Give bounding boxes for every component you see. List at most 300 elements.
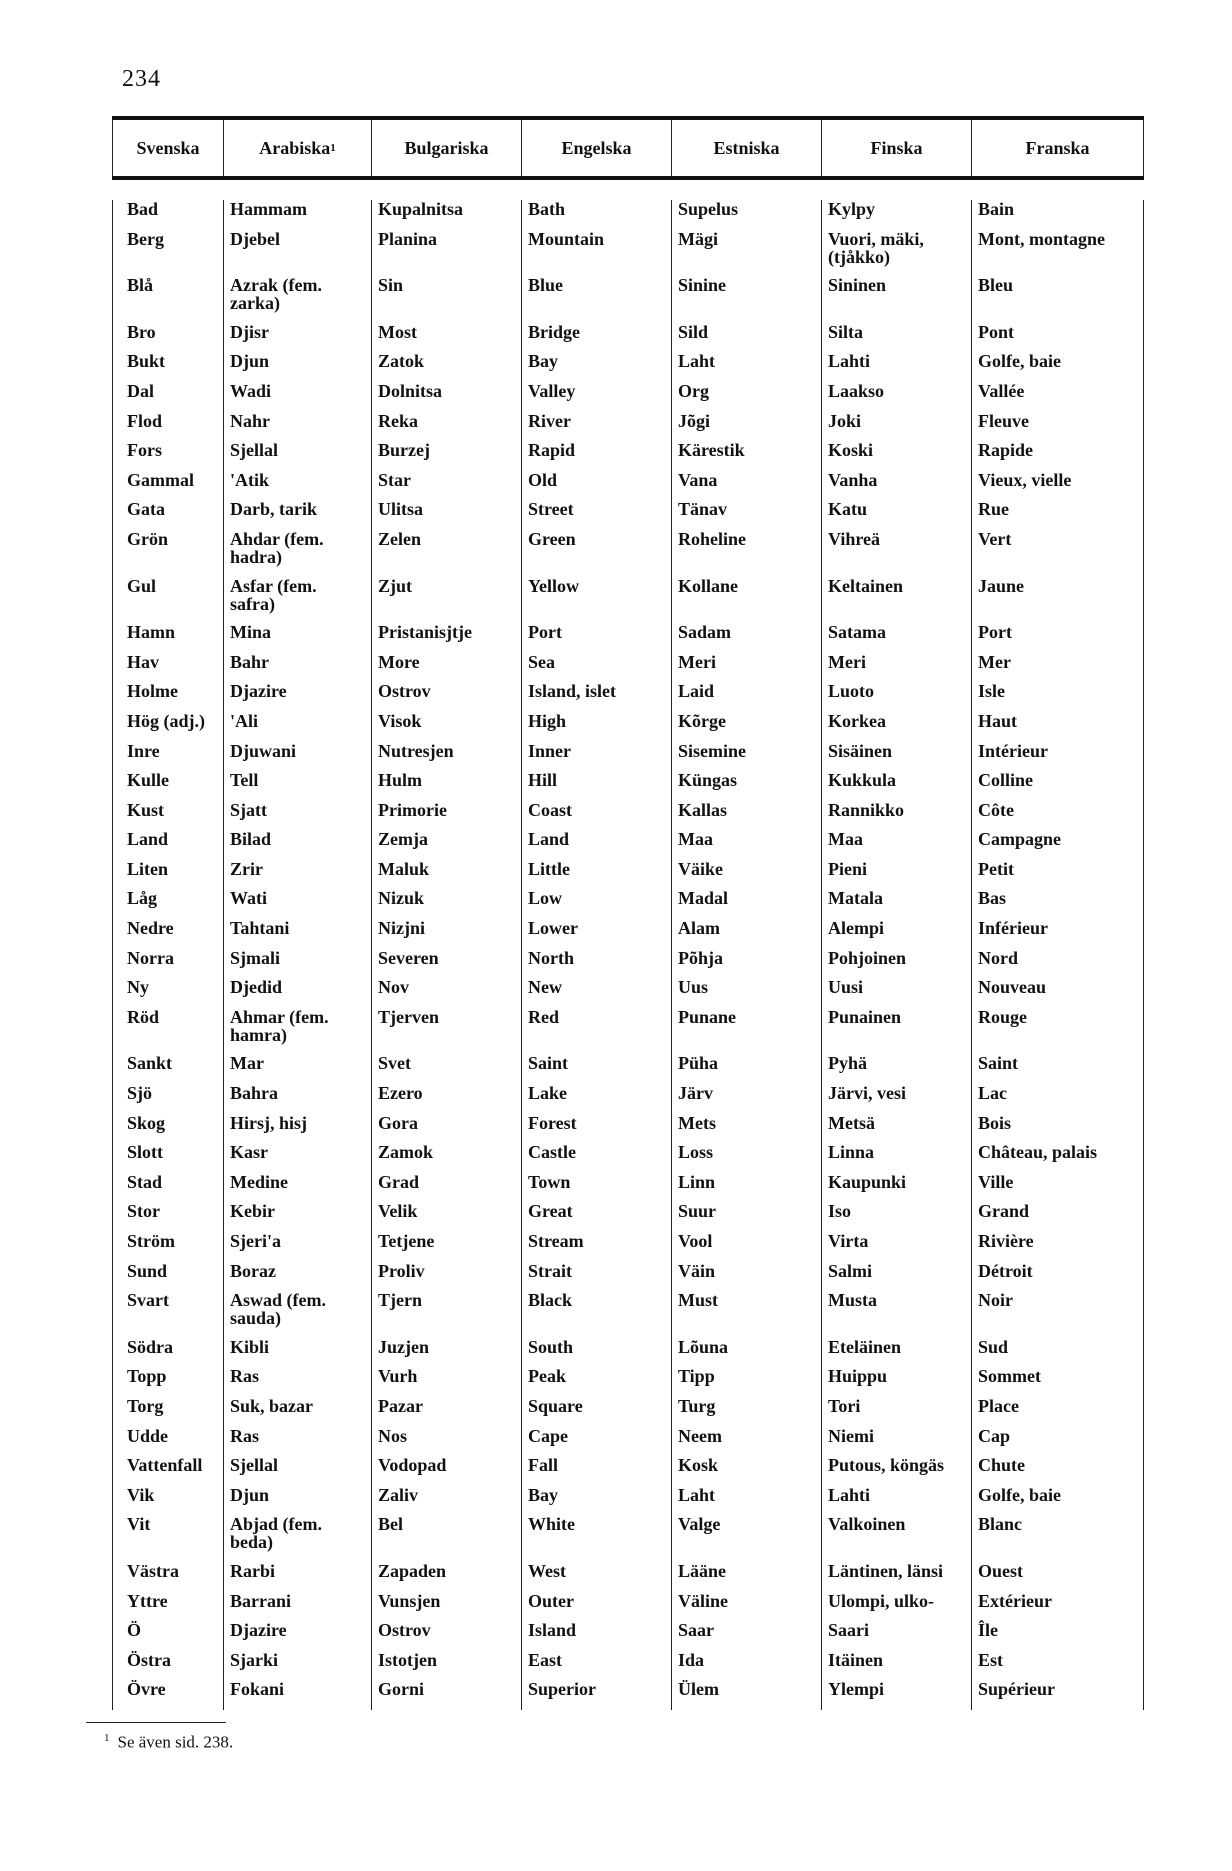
cell-finska: Rannikko [828,799,905,820]
cell-bulgariska: Nov [378,977,409,998]
cell-franska: Vieux, vielle [978,469,1072,490]
cell-estniska: Tipp [678,1366,715,1387]
cell-finska: Saari [828,1620,870,1641]
column-arabiska [224,200,372,1710]
cell-finska: Pieni [828,858,867,879]
cell-engelska: River [528,410,571,431]
cell-engelska: Bay [528,1484,559,1505]
cell-arabiska: Fokani [230,1679,285,1700]
cell-estniska: Uus [678,977,709,998]
cell-finska: Lahti [828,1484,871,1505]
cell-engelska: Little [528,858,570,879]
cell-engelska: West [528,1560,566,1581]
cell-estniska: Ülem [678,1679,719,1700]
cell-bulgariska: Pristanisjtje [378,622,472,643]
cell-arabiska: 'Atik [230,469,270,490]
cell-estniska: Järv [678,1083,713,1104]
cell-franska: Sud [978,1336,1009,1357]
cell-bulgariska: Ulitsa [378,499,423,520]
cell-engelska: Port [528,622,562,643]
cell-engelska: Coast [528,799,572,820]
cell-svenska: Södra [127,1336,174,1357]
cell-engelska: Bay [528,351,559,372]
cell-estniska: Küngas [678,770,738,791]
cell-svenska: Sankt [127,1053,173,1074]
header-bulgariska [372,120,522,176]
cell-engelska: Bath [528,199,566,219]
cell-svenska: Stad [127,1171,163,1192]
cell-finska: Valkoinen [828,1514,906,1535]
cell-svenska: Sjö [127,1083,153,1104]
cell-franska: Vert [978,528,1012,549]
cell-estniska: Sisemine [678,740,747,761]
cell-finska: Meri [828,651,866,672]
cell-svenska: Dal [127,380,154,401]
cell-svenska: Gammal [127,469,194,490]
cell-estniska: Org [678,380,709,401]
cell-arabiska: Djazire [230,1620,287,1641]
column-franska [972,200,1144,1710]
cell-engelska: Hill [528,770,558,791]
cell-svenska: Kulle [127,770,170,791]
cell-svenska: Liten [127,858,169,879]
cell-engelska: Fall [528,1455,558,1476]
cell-finska: Kukkula [828,770,897,791]
cell-franska: Mer [978,651,1011,672]
cell-svenska: Fors [127,440,162,461]
cell-estniska: Mägi [678,228,718,249]
cell-svenska: Vik [127,1484,155,1505]
cell-engelska: Square [528,1395,583,1416]
cell-arabiska: Djuwani [230,740,297,761]
cell-bulgariska: Velik [378,1201,418,1222]
cell-svenska: Ny [127,977,149,998]
cell-estniska: Ida [678,1649,705,1670]
cell-arabiska: Hirsj, hisj [230,1112,308,1133]
cell-arabiska: Bahra [230,1083,279,1104]
cell-finska: Koski [828,440,874,461]
cell-arabiska: Mina [230,622,272,643]
cell-finska: Korkea [828,710,886,731]
cell-engelska: Land [528,829,570,850]
table-body [112,180,1144,1710]
cell-estniska: Madal [678,888,729,909]
cell-estniska: Sinine [678,275,727,296]
cell-bulgariska: Vodopad [378,1455,447,1476]
cell-arabiska: Kasr [230,1142,268,1163]
cell-bulgariska: Reka [378,410,418,431]
cell-finska: Keltainen [828,575,903,596]
cell-bulgariska: Zelen [378,528,421,549]
cell-arabiska: Wati [230,888,268,909]
cell-finska: Vuori, mäki, (tjåkko) [828,228,924,267]
cell-bulgariska: Kupalnitsa [378,199,464,219]
cell-arabiska: Ras [230,1366,260,1387]
cell-franska: Château, palais [978,1142,1098,1163]
cell-engelska: Cape [528,1425,568,1446]
cell-svenska: Kust [127,799,165,820]
cell-arabiska: 'Ali [230,710,259,731]
cell-engelska: Island [528,1620,577,1641]
cell-finska: Kaupunki [828,1171,907,1192]
cell-svenska: Hav [127,651,160,672]
cell-franska: Est [978,1649,1004,1670]
cell-arabiska: Djedid [230,977,283,998]
cell-arabiska: Aswad (fem. sauda) [230,1290,326,1329]
header-label: Engelska [561,137,632,158]
cell-arabiska: Tell [230,770,259,791]
cell-estniska: Laid [678,681,715,702]
cell-franska: Fleuve [978,410,1029,431]
footnote-text: Se även sid. 238. [117,1732,234,1752]
cell-franska: Grand [978,1201,1030,1222]
cell-bulgariska: Zemja [378,829,428,850]
cell-engelska: Strait [528,1260,572,1281]
cell-svenska: Låg [127,888,158,909]
cell-arabiska: Sjatt [230,799,267,820]
cell-bulgariska: Ostrov [378,1620,431,1641]
cell-arabiska: Darb, tarik [230,499,317,520]
cell-estniska: Põhja [678,947,723,968]
cell-engelska: Rapid [528,440,576,461]
column-estniska [672,200,822,1710]
cell-estniska: Roheline [678,528,747,549]
cell-bulgariska: Zamok [378,1142,434,1163]
cell-franska: Supérieur [978,1679,1056,1700]
cell-estniska: Väline [678,1590,729,1611]
header-estniska [672,120,822,176]
cell-bulgariska: Vurh [378,1366,418,1387]
cell-engelska: Yellow [528,575,579,596]
cell-arabiska: Ras [230,1425,260,1446]
cell-franska: Ouest [978,1560,1023,1581]
cell-estniska: Turg [678,1395,716,1416]
cell-franska: Jaune [978,575,1025,596]
cell-estniska: Valge [678,1514,721,1535]
cell-bulgariska: Zjut [378,575,413,596]
cell-bulgariska: Severen [378,947,439,968]
cell-franska: Isle [978,681,1005,702]
cell-bulgariska: Tjerven [378,1006,439,1027]
cell-finska: Sisäinen [828,740,893,761]
cell-estniska: Linn [678,1171,716,1192]
cell-svenska: Inre [127,740,160,761]
cell-franska: Bleu [978,275,1014,296]
cell-franska: Blanc [978,1514,1023,1535]
cell-finska: Niemi [828,1425,874,1446]
cell-engelska: Street [528,499,574,520]
cell-arabiska: Sjarki [230,1649,279,1670]
cell-estniska: Lõuna [678,1336,729,1357]
cell-franska: Île [978,1620,998,1641]
cell-finska: Alempi [828,918,884,939]
cell-arabiska: Hammam [230,199,307,219]
cell-engelska: North [528,947,574,968]
cell-franska: Bas [978,888,1007,909]
cell-arabiska: Boraz [230,1260,276,1281]
cell-franska: Port [978,622,1012,643]
cell-bulgariska: Nos [378,1425,408,1446]
cell-franska: Bois [978,1112,1012,1133]
cell-bulgariska: Gorni [378,1679,425,1700]
footnote-divider [86,1722,226,1723]
cell-svenska: Vit [127,1514,151,1535]
cell-engelska: Sea [528,651,555,672]
cell-engelska: Blue [528,275,564,296]
cell-finska: Lahti [828,351,871,372]
cell-svenska: Berg [127,228,164,249]
cell-engelska: Mountain [528,228,605,249]
cell-svenska: Grön [127,528,169,549]
cell-franska: Lac [978,1083,1007,1104]
cell-franska: Ville [978,1171,1014,1192]
cell-engelska: Green [528,528,576,549]
cell-estniska: Punane [678,1006,737,1027]
cell-arabiska: Djun [230,1484,270,1505]
cell-finska: Linna [828,1142,875,1163]
cell-franska: Chute [978,1455,1026,1476]
cell-arabiska: Kibli [230,1336,270,1357]
cell-finska: Katu [828,499,868,520]
cell-estniska: Kärestik [678,440,745,461]
cell-svenska: Nedre [127,918,174,939]
cell-estniska: Vana [678,469,718,490]
cell-finska: Kylpy [828,199,876,219]
cell-svenska: Bad [127,199,159,219]
cell-engelska: Peak [528,1366,566,1387]
cell-svenska: Bukt [127,351,166,372]
cell-arabiska: Sjellal [230,440,278,461]
cell-finska: Matala [828,888,883,909]
cell-svenska: Ström [127,1231,175,1251]
cell-bulgariska: Maluk [378,858,430,879]
cell-finska: Vanha [828,469,878,490]
cell-svenska: Östra [127,1649,171,1670]
cell-arabiska: Djun [230,351,270,372]
cell-finska: Sininen [828,275,887,296]
cell-arabiska: Mar [230,1053,264,1074]
cell-bulgariska: Gora [378,1112,418,1133]
cell-svenska: Sund [127,1260,168,1281]
cell-franska: Mont, montagne [978,228,1105,249]
cell-arabiska: Rarbi [230,1560,275,1581]
cell-finska: Musta [828,1290,877,1311]
cell-arabiska: Sjellal [230,1455,278,1476]
cell-finska: Tori [828,1395,861,1416]
cell-estniska: Kollane [678,575,739,596]
cell-svenska: Torg [127,1395,164,1416]
cell-bulgariska: Nizuk [378,888,425,909]
cell-finska: Huippu [828,1366,888,1387]
cell-finska: Vihreä [828,528,880,549]
cell-bulgariska: Vunsjen [378,1590,441,1611]
cell-estniska: Kallas [678,799,728,820]
cell-engelska: Outer [528,1590,574,1611]
cell-svenska: Ö [127,1620,142,1641]
cell-franska: Côte [978,799,1014,820]
cell-engelska: Low [528,888,563,909]
cell-engelska: Inner [528,740,572,761]
cell-finska: Silta [828,321,864,342]
cell-franska: Rouge [978,1006,1027,1027]
cell-franska: Colline [978,770,1034,791]
cell-estniska: Saar [678,1620,714,1641]
cell-franska: Sommet [978,1366,1041,1387]
cell-arabiska: Wadi [230,380,272,401]
cell-estniska: Väin [678,1260,716,1281]
cell-svenska: Skog [127,1112,166,1133]
cell-engelska: Stream [528,1231,584,1251]
footnote-marker: 1 [104,1732,110,1744]
cell-estniska: Mets [678,1112,716,1133]
cell-franska: Cap [978,1425,1011,1446]
cell-arabiska: Djebel [230,228,280,249]
cell-estniska: Lääne [678,1560,727,1581]
cell-estniska: Alam [678,918,720,939]
cell-svenska: Holme [127,681,178,702]
cell-svenska: Hög (adj.) [127,710,205,731]
cell-franska: Noir [978,1290,1013,1311]
cell-estniska: Meri [678,651,716,672]
cell-estniska: Suur [678,1201,717,1222]
cell-finska: Itäinen [828,1649,884,1670]
cell-franska: Rivière [978,1231,1034,1251]
cell-finska: Maa [828,829,863,850]
cell-engelska: South [528,1336,574,1357]
page-number: 234 [122,66,161,92]
cell-engelska: Superior [528,1679,597,1700]
cell-engelska: Town [528,1171,571,1192]
cell-estniska: Kosk [678,1455,719,1476]
cell-estniska: Tänav [678,499,728,520]
cell-finska: Joki [828,410,862,431]
cell-estniska: Neem [678,1425,722,1446]
cell-finska: Ylempi [828,1679,884,1700]
cell-svenska: Slott [127,1142,163,1163]
cell-bulgariska: Zatok [378,351,425,372]
header-engelska [522,120,672,176]
cell-bulgariska: Bel [378,1514,403,1535]
cell-arabiska: Zrir [230,858,263,879]
cell-bulgariska: Zaliv [378,1484,419,1505]
header-label: Arabiska [259,137,331,158]
cell-estniska: Sild [678,321,709,342]
cell-arabiska: Azrak (fem. zarka) [230,275,322,314]
header-franska [972,120,1144,176]
cell-bulgariska: Primorie [378,799,447,820]
cell-engelska: White [528,1514,575,1535]
cell-franska: Saint [978,1053,1019,1074]
cell-estniska: Kõrge [678,710,726,731]
cell-svenska: Flod [127,410,163,431]
cell-svenska: Gul [127,575,157,596]
cell-engelska: Island, islet [528,681,617,702]
cell-franska: Golfe, baie [978,1484,1061,1505]
column-engelska [522,200,672,1710]
footnote [104,1732,233,1753]
cell-finska: Eteläinen [828,1336,902,1357]
cell-engelska: Valley [528,380,576,401]
cell-bulgariska: More [378,651,420,672]
cell-svenska: Land [127,829,169,850]
cell-svenska: Yttre [127,1590,168,1611]
cell-arabiska: Ahmar (fem. hamra) [230,1006,329,1045]
cell-franska: Golfe, baie [978,351,1061,372]
cell-franska: Bain [978,199,1015,219]
cell-bulgariska: Zapaden [378,1560,447,1581]
cell-finska: Salmi [828,1260,873,1281]
cell-finska: Luoto [828,681,875,702]
cell-bulgariska: Burzej [378,440,430,461]
cell-bulgariska: Tjern [378,1290,422,1311]
header-svenska [112,120,224,176]
cell-engelska: Saint [528,1053,569,1074]
cell-svenska: Övre [127,1679,166,1700]
cell-estniska: Vool [678,1231,713,1251]
cell-estniska: Supelus [678,199,739,219]
header-label: Bulgariska [404,137,489,158]
cell-arabiska: Sjeri'a [230,1231,281,1251]
cell-bulgariska: Svet [378,1053,411,1074]
cell-franska: Petit [978,858,1014,879]
cell-finska: Satama [828,622,886,643]
cell-bulgariska: Grad [378,1171,420,1192]
cell-estniska: Jõgi [678,410,711,431]
cell-svenska: Udde [127,1425,169,1446]
cell-franska: Rapide [978,440,1034,461]
cell-franska: Extérieur [978,1590,1052,1611]
cell-bulgariska: Pazar [378,1395,423,1416]
cell-svenska: Svart [127,1290,169,1311]
cell-finska: Punainen [828,1006,902,1027]
cell-franska: Nord [978,947,1018,968]
cell-engelska: New [528,977,562,998]
cell-franska: Inférieur [978,918,1048,939]
cell-estniska: Loss [678,1142,714,1163]
cell-arabiska: Abjad (fem. beda) [230,1514,322,1553]
cell-franska: Pont [978,321,1014,342]
cell-svenska: Topp [127,1366,167,1387]
cell-bulgariska: Istotjen [378,1649,437,1670]
cell-arabiska: Djisr [230,321,269,342]
cell-arabiska: Bahr [230,651,270,672]
cell-bulgariska: Proliv [378,1260,425,1281]
cell-bulgariska: Most [378,321,417,342]
cell-engelska: Black [528,1290,573,1311]
cell-bulgariska: Ostrov [378,681,431,702]
cell-finska: Putous, köngäs [828,1455,945,1476]
cell-arabiska: Sjmali [230,947,281,968]
cell-franska: Détroit [978,1260,1033,1281]
cell-bulgariska: Star [378,469,411,490]
cell-svenska: Blå [127,275,154,296]
cell-franska: Intérieur [978,740,1048,761]
column-bulgariska [372,200,522,1710]
cell-finska: Järvi, vesi [828,1083,906,1104]
header-arabiska [224,120,372,176]
cell-engelska: High [528,710,567,731]
cell-estniska: Laht [678,351,716,372]
cell-bulgariska: Hulm [378,770,423,791]
cell-svenska: Hamn [127,622,176,643]
cell-bulgariska: Visok [378,710,422,731]
cell-svenska: Röd [127,1006,160,1027]
header-label: Finska [870,137,923,158]
cell-estniska: Maa [678,829,713,850]
cell-bulgariska: Juzjen [378,1336,429,1357]
column-svenska [112,200,224,1710]
cell-engelska: East [528,1649,563,1670]
